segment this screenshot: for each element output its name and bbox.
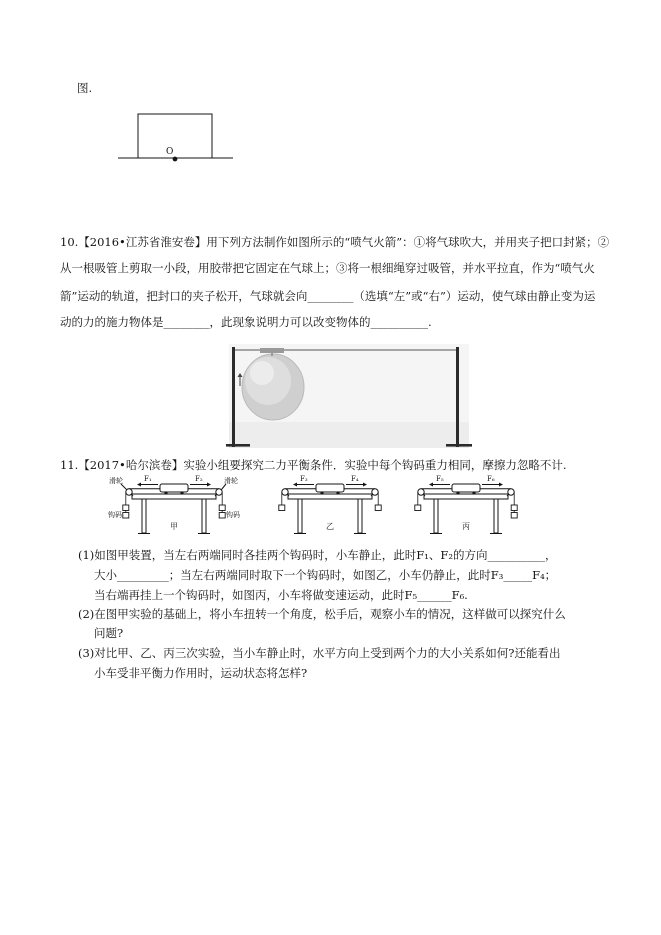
pulley-right <box>508 489 514 495</box>
sub-question-2-line: 问题? <box>94 626 124 640</box>
cart-wheel <box>180 491 183 494</box>
weight-block <box>511 513 517 519</box>
cart <box>452 484 480 492</box>
cart-wheel <box>336 491 339 494</box>
pulley-right <box>216 489 222 495</box>
force-label-right: F₆ <box>487 475 495 483</box>
pulley-right <box>372 489 378 495</box>
figure-caption: 乙 <box>326 522 334 531</box>
pulley-leader-left <box>121 484 127 490</box>
sub-question-1-line: 大小_________；当左右两端同时取下一个钩码时，如图乙，小车仍静止，此时F₃_____F₄； <box>94 568 557 582</box>
weight-block <box>511 505 517 511</box>
force-arrow-right-head <box>207 483 211 487</box>
force-arrow-left-head <box>137 483 141 487</box>
box-rectangle <box>138 114 212 158</box>
cart-wheel <box>472 491 475 494</box>
table-figure-yi <box>264 472 396 540</box>
force-label-left: F₁ <box>144 475 152 483</box>
force-arrow-right-head <box>499 483 503 487</box>
table-figure-bing <box>400 472 532 540</box>
force-label-right: F₂ <box>195 475 203 483</box>
sub-question-2-line: (2)在图甲实验的基础上，将小车扭转一个角度，松手后，观察小车的情况，这样做可以探究什么 <box>78 607 566 621</box>
cart-wheel <box>164 491 167 494</box>
box-on-ground-figure <box>114 108 238 164</box>
cart <box>316 484 344 492</box>
weight-label-right: 钩码 <box>226 511 240 519</box>
intro-text: 图. <box>77 81 93 95</box>
weight-block <box>219 513 225 519</box>
question-11-stem: 11.【2017•哈尔滨卷】实验小组要探究二力平衡条件．实验中每个钩码重力相同，摩擦力忽略不计. <box>60 458 567 472</box>
question-10-line: 箭”运动的轨道，把封口的夹子松开，气球就会向________（选填“左”或“右”）运动，使气球由静止变为运 <box>60 289 596 303</box>
cart-wheel <box>456 491 459 494</box>
table-top <box>132 494 216 499</box>
weights-left <box>123 492 129 518</box>
sub-question-1-line: 当右端再挂上一个钩码时，如图丙，小车将做变速运动，此时F₅______F₆. <box>94 588 468 602</box>
weight-block <box>123 513 129 519</box>
cart <box>160 484 188 492</box>
table-leg-left <box>142 499 146 533</box>
pulley-left <box>282 489 288 495</box>
force-arrow-right-head <box>363 483 367 487</box>
table-top <box>288 494 372 499</box>
weight-block <box>375 505 381 511</box>
table-top <box>424 494 508 499</box>
point-o-dot <box>173 157 178 162</box>
weights-right <box>511 492 517 518</box>
force-arrow-left-head <box>293 483 297 487</box>
photo-floor-shade <box>229 422 469 448</box>
straw <box>260 348 284 353</box>
table-leg-left <box>434 499 438 533</box>
table-leg-right <box>494 499 498 533</box>
left-post-foot <box>226 444 250 447</box>
weight-block <box>279 505 285 511</box>
sub-question-1-line: (1)如图甲装置，当左右两端同时各挂两个钩码时，小车静止，此时F₁、F₂的方向__________， <box>78 548 557 562</box>
pulley-label-left: 滑轮 <box>109 477 123 485</box>
figure-caption: 甲 <box>170 522 178 531</box>
balloon-rocket-figure <box>226 342 472 452</box>
question-10-line: 10.【2016•江苏省淮安卷】用下列方法制作如图所示的“喷气火箭”：①将气球吹大，并用夹子把口封紧；② <box>60 235 610 249</box>
force-arrow-left-head <box>429 483 433 487</box>
weights-right <box>219 492 225 518</box>
weight-label-left: 钩码 <box>108 511 122 519</box>
cart-wheel <box>320 491 323 494</box>
sub-question-3-line: (3)对比甲、乙、丙三次实验，当小车静止时，水平方向上受到两个力的大小关系如何?还能看出 <box>78 646 561 660</box>
weight-block <box>219 505 225 511</box>
table-leg-left <box>298 499 302 533</box>
table-figure-jia <box>108 472 240 540</box>
balloon-highlight <box>250 361 274 385</box>
force-label-left: F₃ <box>300 475 308 483</box>
pulley-left <box>418 489 424 495</box>
force-label-right: F₄ <box>351 475 359 483</box>
question-10-line: 从一根吸管上剪取一小段，用胶带把它固定在气球上；③将一根细绳穿过吸管，并水平拉直，作为“喷气火 <box>60 261 595 275</box>
point-o-label: O <box>166 147 174 157</box>
weight-block <box>123 505 129 511</box>
right-post-foot <box>446 444 472 447</box>
right-post <box>456 347 459 447</box>
weight-block <box>415 505 421 511</box>
table-leg-right <box>202 499 206 533</box>
question-10-line: 动的力的施力物体是________，此现象说明力可以改变物体的__________. <box>60 315 432 329</box>
force-label-left: F₅ <box>436 475 444 483</box>
left-post <box>232 347 235 447</box>
table-leg-right <box>358 499 362 533</box>
figure-caption: 丙 <box>462 522 470 531</box>
sub-question-3-line: 小车受非平衡力作用时，运动状态将怎样? <box>94 666 308 680</box>
pulley-left <box>126 489 132 495</box>
pulley-label-right: 滑轮 <box>224 477 238 485</box>
